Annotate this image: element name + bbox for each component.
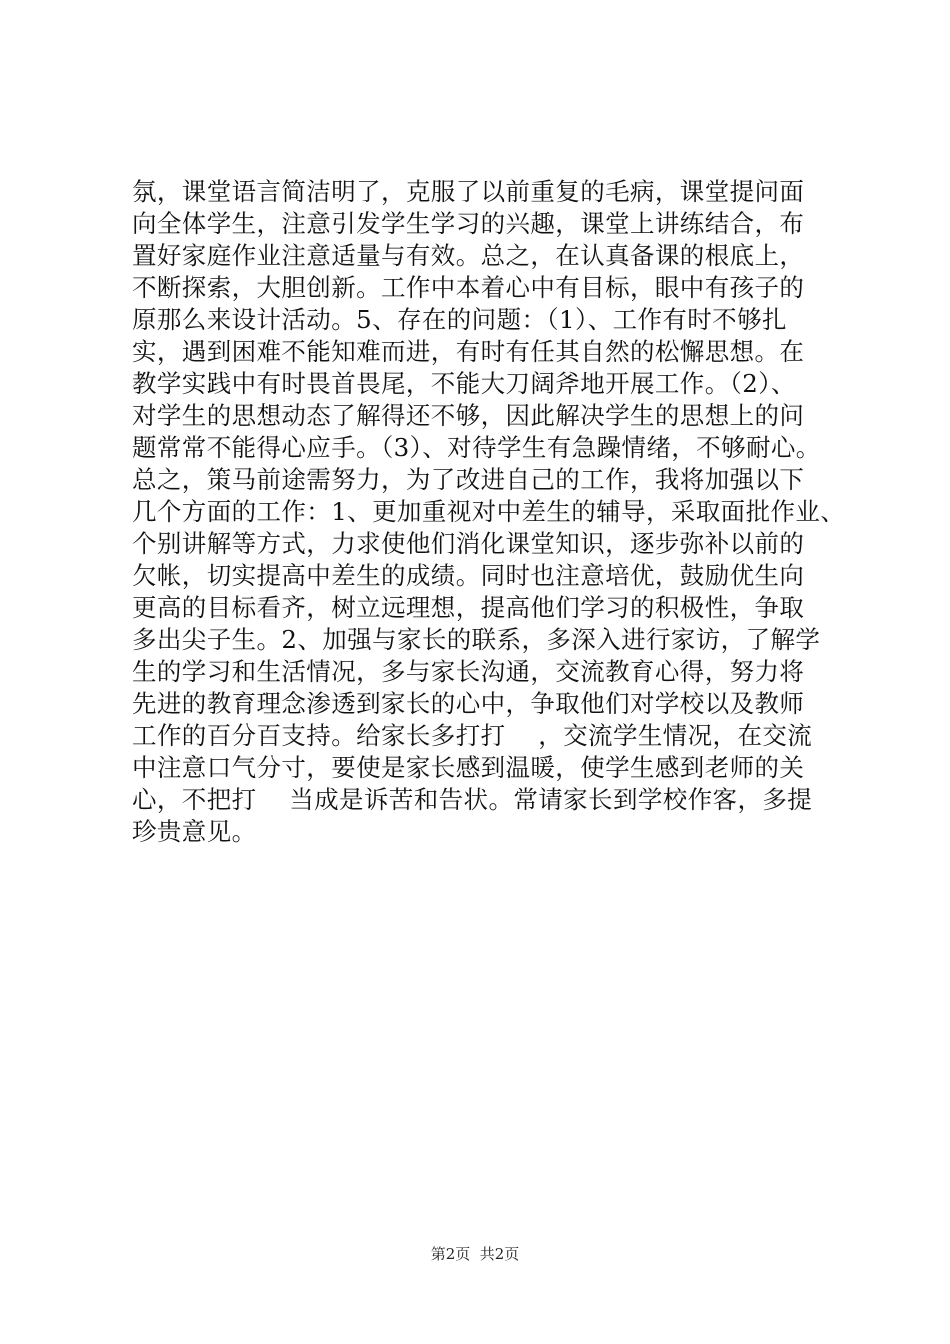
text-line: 先进的教育理念渗透到家长的心中，争取他们对学校以及教师 xyxy=(132,689,805,718)
text-line: 向全体学生，注意引发学生学习的兴趣，课堂上讲练结合，布 xyxy=(132,209,805,238)
text-line: 置好家庭作业注意适量与有效。总之，在认真备课的根底上， xyxy=(132,241,805,270)
text-line: 不断探索，大胆创新。工作中本着心中有目标，眼中有孩子的 xyxy=(132,273,805,302)
page-number-footer: 第2页 共2页 xyxy=(430,1245,520,1263)
text-line: 对学生的思想动态了解得还不够，因此解决学生的思想上的问 xyxy=(132,401,805,430)
text-line: 题常常不能得心应手。（3）、对待学生有急躁情绪，不够耐心。 xyxy=(132,433,821,462)
text-line: 中注意口气分寸，要使是家长感到温暖，使学生感到老师的关 xyxy=(132,753,805,782)
text-line: 生的学习和生活情况，多与家长沟通，交流教育心得，努力将 xyxy=(132,657,805,686)
text-line: 实，遇到困难不能知难而进，有时有任其自然的松懈思想。在 xyxy=(132,337,805,366)
text-line: 心，不把打 当成是诉苦和告状。常请家长到学校作客，多提 xyxy=(132,785,813,814)
text-line: 氛，课堂语言简洁明了，克服了以前重复的毛病，课堂提问面 xyxy=(132,177,805,206)
text-line: 个别讲解等方式，力求使他们消化课堂知识，逐步弥补以前的 xyxy=(132,529,805,558)
body-paragraph xyxy=(132,176,852,848)
text-line: 教学实践中有时畏首畏尾，不能大刀阔斧地开展工作。（2）、 xyxy=(132,369,796,398)
text-line: 珍贵意见。 xyxy=(132,817,257,846)
text-line: 多出尖子生。2、加强与家长的联系，多深入进行家访，了解学 xyxy=(132,625,821,654)
text-line: 工作的百分百支持。给家长多打打 ，交流学生情况，在交流 xyxy=(132,721,813,750)
text-line: 原那么来设计活动。5、存在的问题：（1）、工作有时不够扎 xyxy=(132,305,787,334)
text-line: 几个方面的工作：1、更加重视对中差生的辅导，采取面批作业、 xyxy=(132,497,846,526)
text-line: 总之，策马前途需努力，为了改进自己的工作，我将加强以下 xyxy=(132,465,805,494)
text-line: 更高的目标看齐，树立远理想，提高他们学习的积极性，争取 xyxy=(132,593,805,622)
text-line: 欠帐，切实提高中差生的成绩。同时也注意培优，鼓励优生向 xyxy=(132,561,805,590)
